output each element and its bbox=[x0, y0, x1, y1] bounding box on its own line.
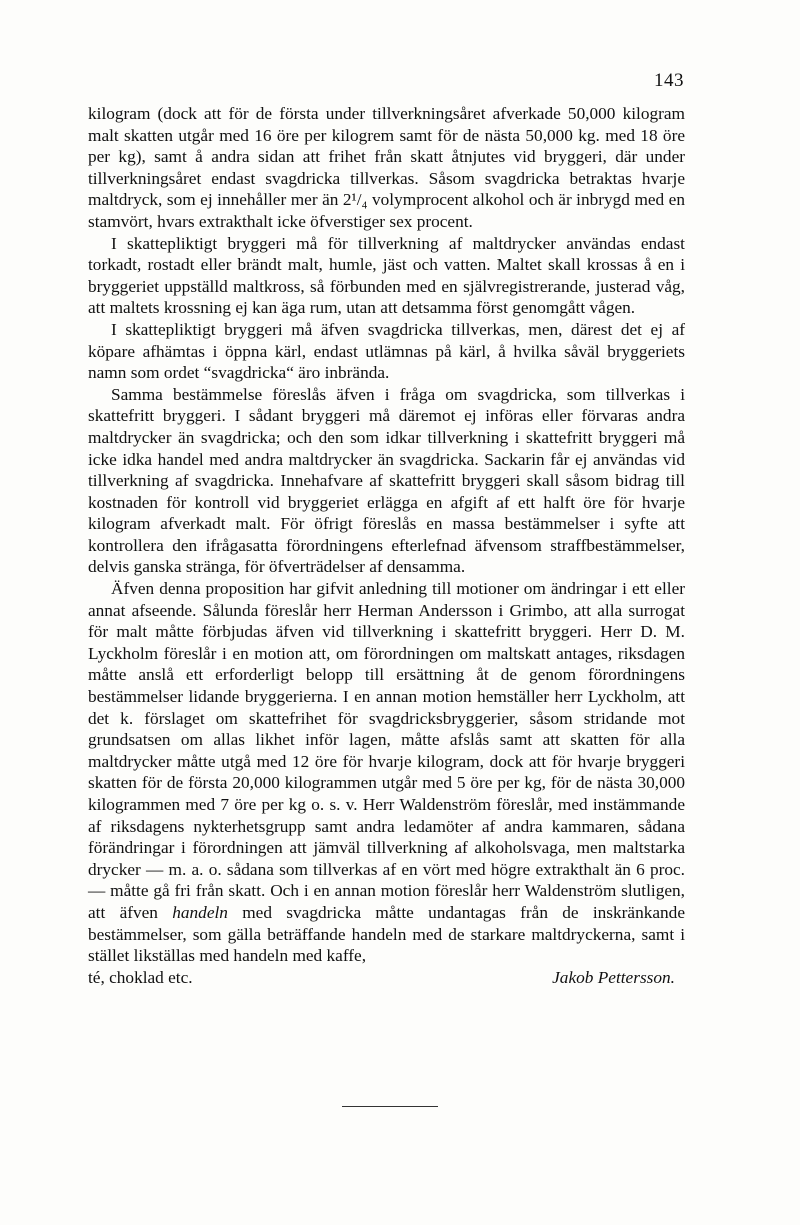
paragraph-5-text-a: Äfven denna proposition har gifvit anledning till motioner om ändringar i ett eller annat afseende. Sålunda föreslår herr Herman Andersson i Grimbo, att alla surrogat för malt måtte förbjudas äfven vid tillverkning i skattefritt bryggeri. Herr D. M. Lyckholm föreslår i en motion att, om förordningen om maltskatt antages, riksdagen måtte anslå ett erforderligt belopp till ersättning åt de genom förordningens bestämmelser lidande bryggerierna. I en annan motion hemställer herr Lyckholm, att det k. förslaget om skattefrihet för svagdricksbryggerier, såsom stridande mot grundsatsen om allas likhet inför lagen, måtte afslås samt att skatten för alla maltdrycker måtte utgå med 12 öre för hvarje kilogram, dock att för hvarje bryggeri skatten för de första 20,000 kilogrammen utgår med 5 öre per kg, för de nästa 30,000 kilogrammen med 7 öre per kg o. s. v. Herr Waldenström föreslår, med instämmande af riksdagens nykterhetsgrupp samt andra ledamöter af andra kammaren, sådana förändringar i förordningen att jämväl tillverkning af alkoholsvaga, men maltstarka drycker — m. a. o. sådana som tillverkas af en vört med högre extrakthalt än 6 proc. — måtte gå fri från skatt. Och i en annan motion föreslår herr Waldenström slutligen, att äfven bbox=[88, 579, 685, 922]
body-text bbox=[88, 103, 685, 988]
page-number: 143 bbox=[654, 70, 684, 91]
paragraph-5 bbox=[88, 578, 685, 967]
section-divider bbox=[342, 1106, 438, 1107]
paragraph-5-text-b: med svagdricka måtte undantagas från de inskränkande bestämmelser, som gälla beträffande handeln med de starkare maltdryckerna, samt i stället likställas med handeln med kaffe, bbox=[88, 902, 685, 966]
author-signature: Jakob Pettersson. bbox=[552, 967, 675, 987]
emphasized-word: handeln bbox=[172, 902, 228, 922]
paragraph-4: Samma bestämmelse föreslås äfven i fråga om svagdricka, som tillverkas i skattefritt bryggeri. I sådant bryggeri må däremot ej införas eller förvaras andra maltdrycker än svagdricka; och den som idkar tillverkning i skattefritt bryggeri må icke idka handel med andra maltdrycker än svagdricka. Sackarin får ej användas vid tillverkning af svagdricka. Innehafvare af skattefritt bryggeri skall såsom bidrag till kostnaden för kontroll vid bryggeriet erlägga en afgift af ett halft öre för hvarje kilogram afverkadt malt. För öfrigt föreslås en massa bestämmelser i syfte att kontrollera den ifrågasatta förordningens efterlefnad äfvensom straffbestämmelser, delvis ganska stränga, för öfverträdelser af densamma. bbox=[88, 384, 685, 577]
paragraph-2: I skattepliktigt bryggeri må för tillverkning af maltdrycker användas endast torkadt, rostadt eller brändt malt, humle, jäst och vatten. Maltet skall krossas å en i bryggeriet uppställd maltkross, så förbunden med en självregistrerande, justerad våg, att maltets krossning ej kan äga rum, utan att detsamma först genomgått vågen. bbox=[88, 233, 685, 318]
paragraph-3: I skattepliktigt bryggeri må äfven svagdricka tillverkas, men, därest det ej af köpare afhämtas i öppna kärl, endast utlämnas på kärl, å hvilka såväl bryggeriets namn som ordet “svagdricka“ äro inbrända. bbox=[88, 319, 685, 383]
closing-line bbox=[88, 967, 685, 989]
closing-text: té, choklad etc. bbox=[88, 967, 193, 987]
paragraph-1: kilogram (dock att för de första under tillverkningsåret afverkade 50,000 kilogram malt skatten utgår med 16 öre per kilogrem samt för de nästa 50,000 kg. med 18 öre per kg), samt å andra sidan att frihet från skatt åtnjutes vid bryggeri, där under tillverkningsåret endast svagdricka tillverkas. Såsom svagdricka betraktas hvarje maltdryck, som ej innehåller mer än 2¹/₄ volymprocent alkohol och är inbrygd med en stamvört, hvars extrakthalt icke öfverstiger sex procent. bbox=[88, 104, 685, 231]
